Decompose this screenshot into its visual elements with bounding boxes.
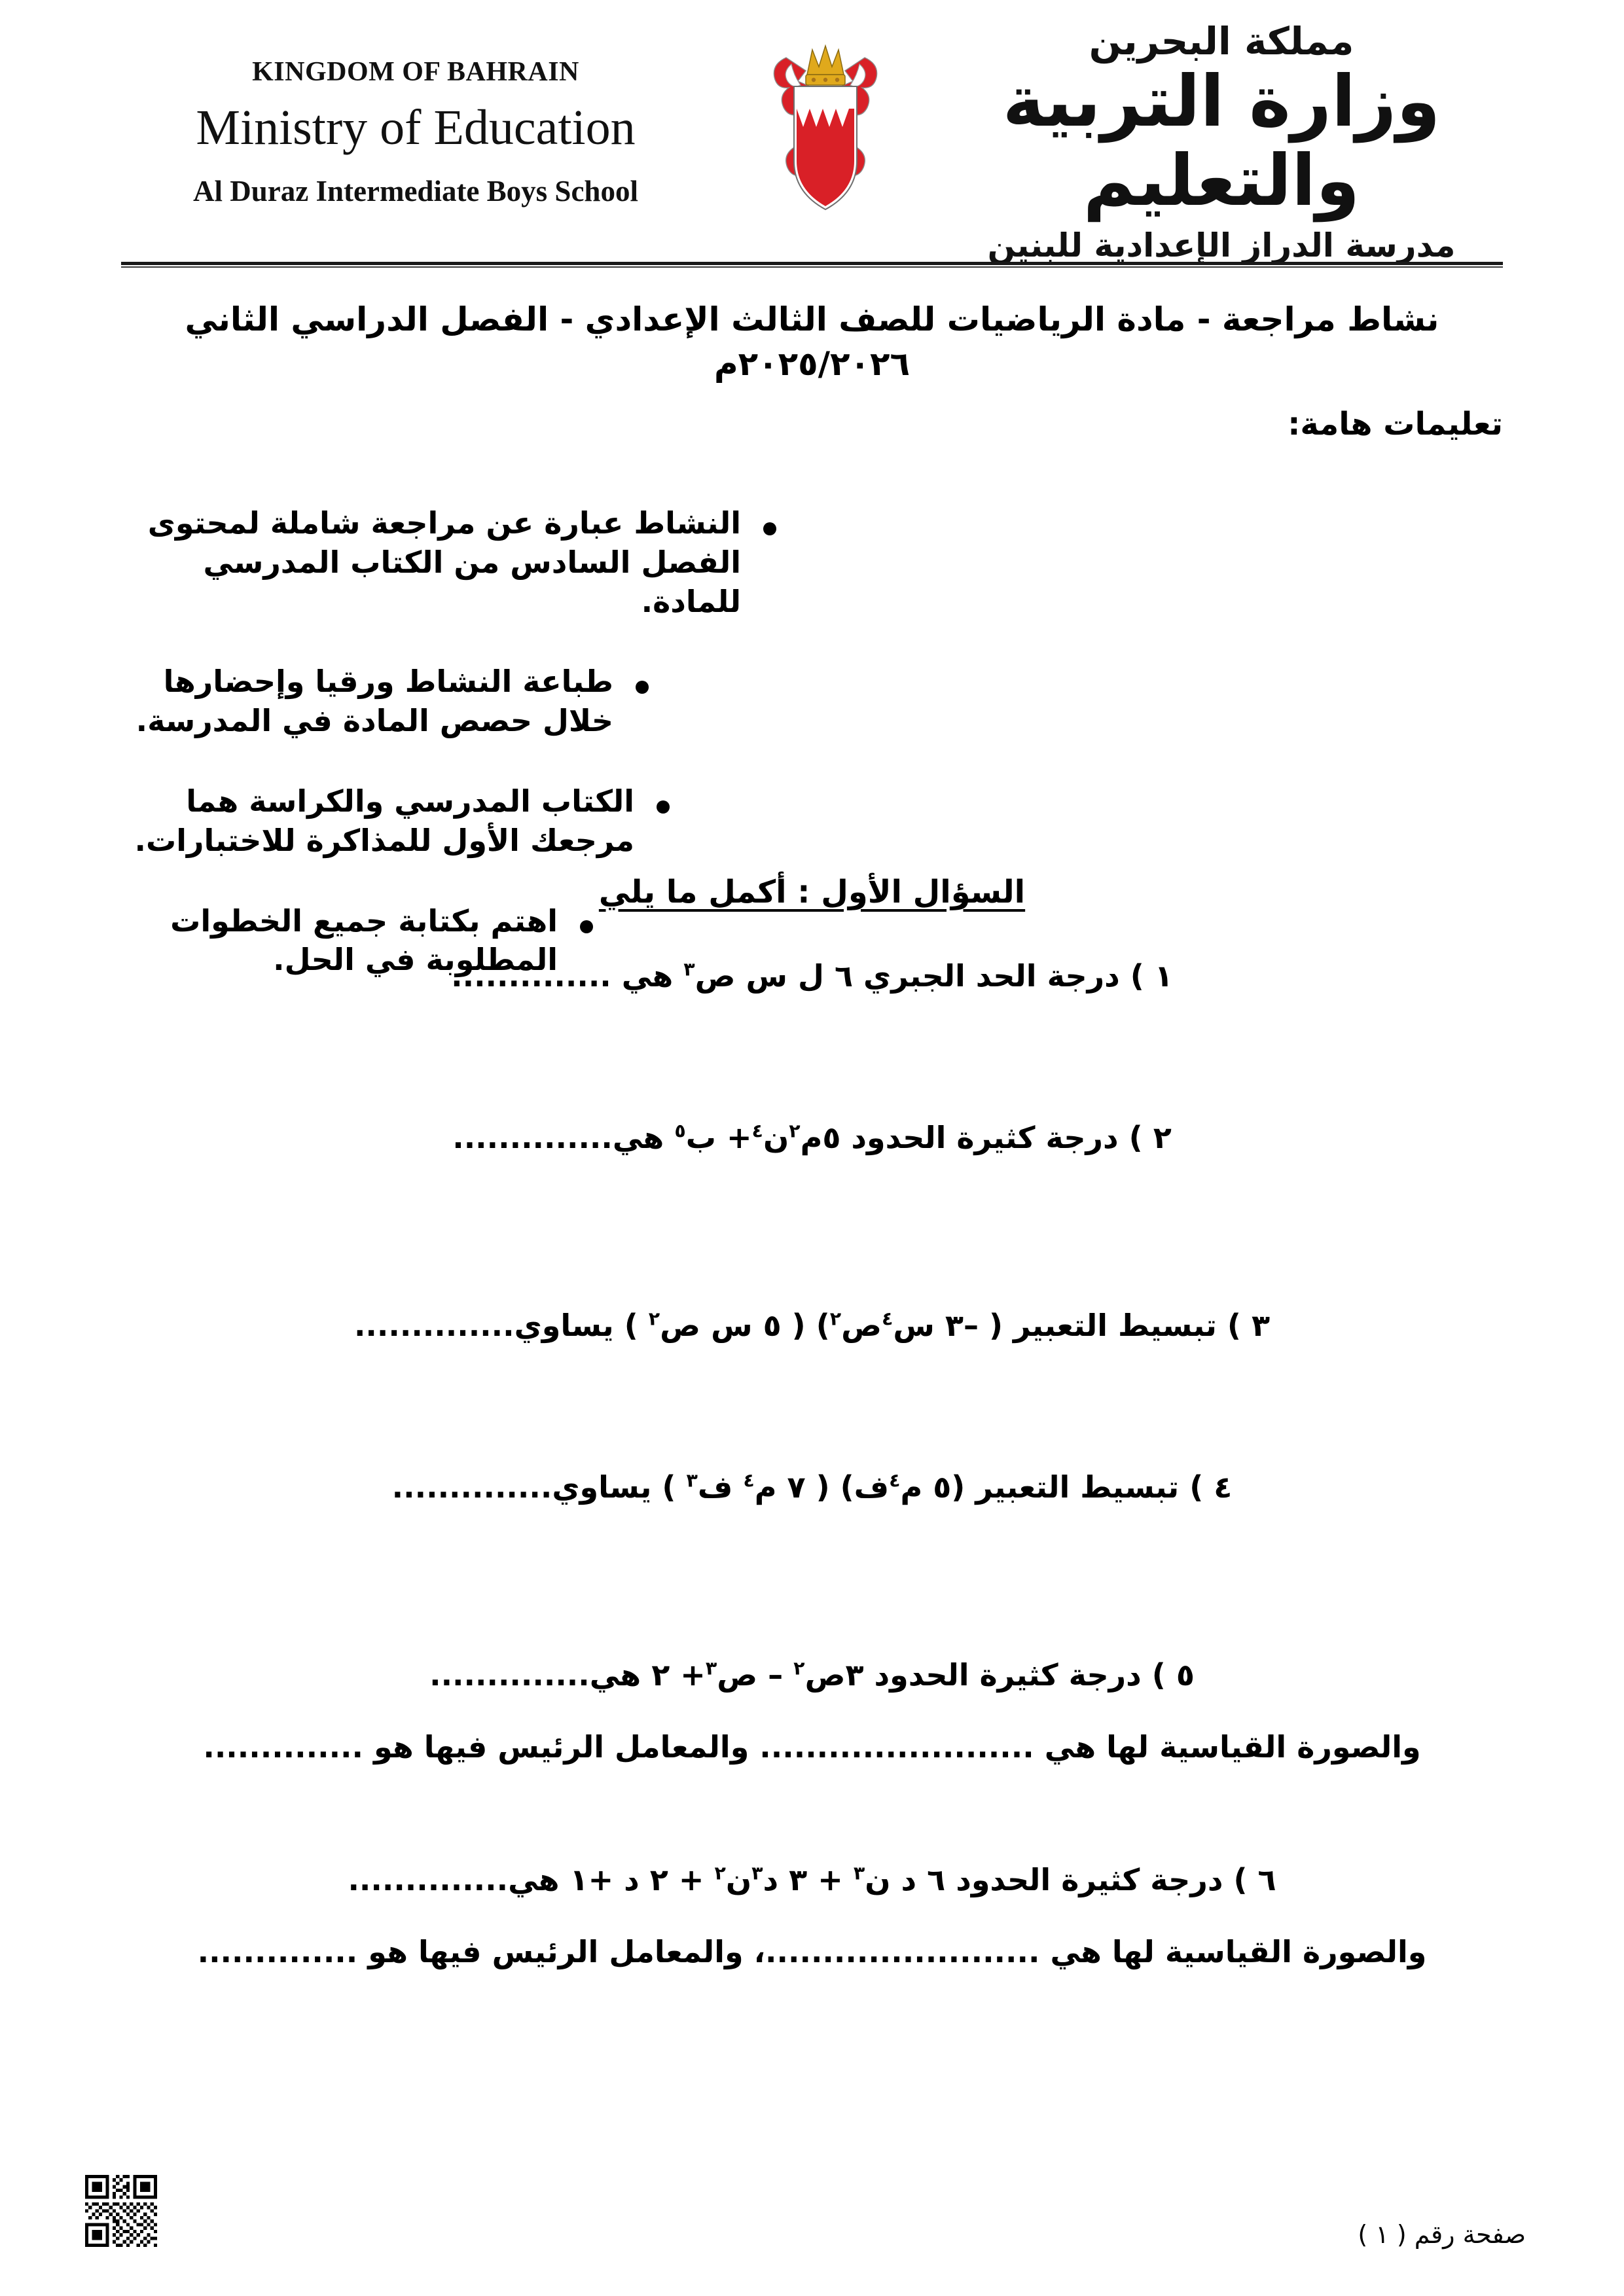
question-1 bbox=[121, 956, 1503, 996]
header-arabic-block bbox=[940, 18, 1503, 264]
q5-exponent-1: ٢ bbox=[793, 1658, 805, 1680]
header-english-school: Al Duraz Intermediate Boys School bbox=[193, 174, 638, 207]
q2-exponent-1: ٢ bbox=[789, 1120, 801, 1142]
q2-part-a: ٢ ) درجة كثيرة الحدود ٥م bbox=[800, 1120, 1172, 1156]
page-title: نشاط مراجعة - مادة الرياضيات للصف الثالث الإعدادي - الفصل الدراسي الثاني ٢٠٢٥/٢٠٢٦م bbox=[185, 300, 1439, 383]
q3-exponent-2: ٢ bbox=[829, 1308, 842, 1330]
question-3 bbox=[121, 1305, 1503, 1346]
q4-exponent-1: ٤ bbox=[889, 1469, 901, 1492]
list-item bbox=[121, 504, 816, 621]
q3-exponent-3: ٢ bbox=[648, 1308, 660, 1330]
question-2 bbox=[121, 1117, 1503, 1158]
q2-part-c: + ب bbox=[685, 1120, 752, 1156]
question-section-heading bbox=[121, 874, 1503, 910]
question-5-standard-form: والصورة القياسية لها هي ........................ والمعامل الرئيس فيها هو .............. bbox=[203, 1729, 1421, 1765]
question-6 bbox=[121, 1859, 1503, 1900]
header-arabic-ministry: وزارة التربية والتعليم bbox=[1002, 61, 1441, 222]
q6-part-a: ٦ ) درجة كثيرة الحدود ٦ د ن bbox=[865, 1861, 1276, 1897]
q6-exponent-1: ٣ bbox=[853, 1862, 865, 1884]
q3-part-a: ٣ ) تبسيط التعبير ( –٣ س bbox=[893, 1308, 1271, 1344]
q3-part-c: ) ( ٥ س ص bbox=[660, 1308, 830, 1344]
q3-part-b: ص bbox=[841, 1308, 882, 1344]
bullet-icon bbox=[636, 681, 649, 694]
q3-exponent-1: ٤ bbox=[882, 1308, 893, 1330]
bullet-icon bbox=[580, 920, 593, 933]
question-section-label: السؤال الأول : أكمل ما يلي bbox=[598, 874, 1026, 910]
q2-exponent-3: ٥ bbox=[674, 1120, 686, 1142]
q4-part-c: ف bbox=[697, 1469, 744, 1505]
bullet-icon bbox=[763, 522, 776, 535]
q5-part-a: ٥ ) درجة كثيرة الحدود ٣ص bbox=[804, 1657, 1195, 1693]
bullet-icon bbox=[657, 800, 670, 814]
q1-part-a: ١ ) درجة الحد الجبري ٦ ل س ص bbox=[695, 958, 1173, 994]
questions-list bbox=[121, 956, 1503, 1972]
q1-part-b: هي .............. bbox=[451, 958, 684, 994]
header-english-country: KINGDOM OF BAHRAIN bbox=[252, 57, 579, 88]
question-4 bbox=[121, 1467, 1503, 1507]
q5-exponent-2: ٣ bbox=[705, 1658, 717, 1680]
q6-part-d: + ٢ د +١ هي.............. bbox=[348, 1861, 715, 1897]
instruction-text: طباعة النشاط ورقيا وإحضارها خلال حصص المادة في المدرسة. bbox=[135, 664, 613, 739]
q2-exponent-2: ٤ bbox=[751, 1120, 763, 1142]
document-header bbox=[121, 18, 1503, 264]
q4-part-a: ٤ ) تبسيط التعبير (٥ م bbox=[900, 1469, 1233, 1505]
q3-part-d: ) يساوي.............. bbox=[353, 1308, 649, 1344]
q5-part-b: – ص bbox=[717, 1657, 794, 1693]
q6-part-b: + ٣ د bbox=[763, 1861, 854, 1897]
q1-exponent-1: ٣ bbox=[683, 958, 695, 980]
instruction-text: الكتاب المدرسي والكراسة هما مرجعك الأول للمذاكرة للاختبارات. bbox=[134, 783, 634, 858]
header-divider bbox=[121, 262, 1503, 268]
qr-code bbox=[85, 2175, 157, 2247]
q6-exponent-3: ٢ bbox=[714, 1862, 726, 1884]
list-item bbox=[121, 782, 709, 861]
question-5 bbox=[121, 1655, 1503, 1695]
bahrain-coat-of-arms-icon bbox=[744, 18, 907, 260]
q6-exponent-2: ٣ bbox=[751, 1862, 763, 1884]
q4-exponent-3: ٣ bbox=[686, 1469, 698, 1492]
header-arabic-country: مملكة البحرين bbox=[1089, 19, 1354, 64]
q5-part-c: + ٢ هي.............. bbox=[429, 1657, 706, 1693]
q4-part-d: ) يساوي.............. bbox=[391, 1469, 687, 1505]
q6-part-c: ن bbox=[725, 1861, 752, 1897]
page-number-label: صفحة رقم ( ١ ) bbox=[1358, 2220, 1526, 2249]
instruction-text: اهتم بكتابة جميع الخطوات المطلوبة في الحل. bbox=[170, 903, 558, 978]
instructions-heading: تعليمات هامة: bbox=[1288, 406, 1503, 442]
q2-part-d: هي.............. bbox=[452, 1120, 675, 1156]
q2-part-b: ن bbox=[763, 1120, 789, 1156]
q4-part-b: ف) ( ٧ م bbox=[754, 1469, 890, 1505]
header-arabic-school: مدرسة الدراز الإعدادية للبنين bbox=[987, 226, 1456, 264]
instructions-list bbox=[121, 504, 1503, 1021]
q4-exponent-2: ٤ bbox=[743, 1469, 755, 1492]
instruction-text: النشاط عبارة عن مراجعة شاملة لمحتوى الفصل السادس من الكتاب المدرسي للمادة. bbox=[147, 505, 741, 619]
question-6-standard-form: والصورة القياسية لها هي ........................، والمعامل الرئيس فيها هو .............. bbox=[197, 1933, 1427, 1969]
header-english-block bbox=[121, 18, 710, 260]
list-item bbox=[121, 662, 688, 741]
header-english-ministry: Ministry of Education bbox=[196, 99, 636, 155]
